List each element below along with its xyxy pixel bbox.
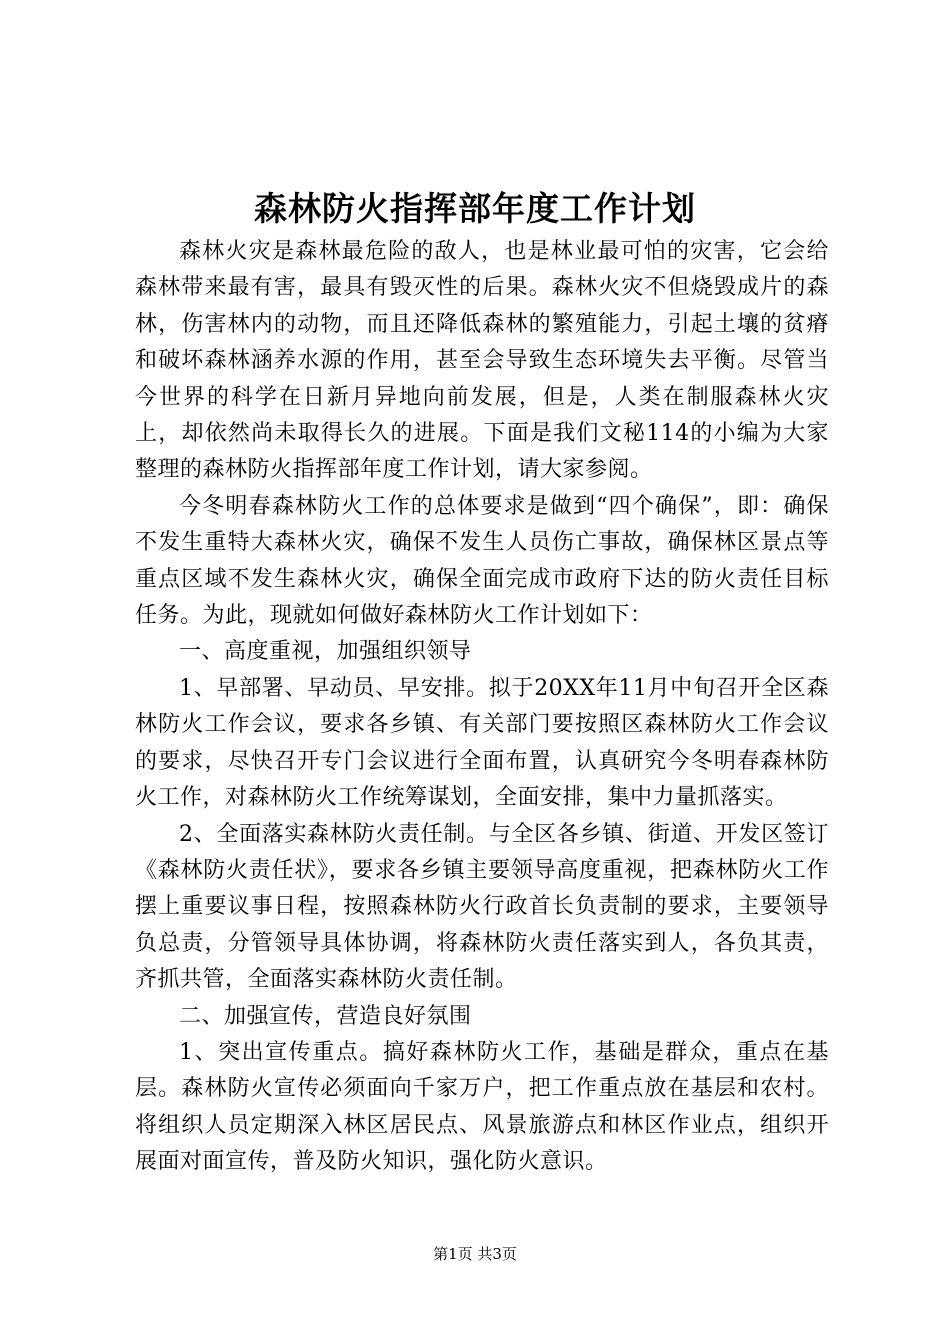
section-heading-1: 一、高度重视，加强组织领导 xyxy=(179,639,472,665)
page-number-footer: 第1页 共3页 xyxy=(433,1245,517,1263)
paragraph-intro: 森林火灾是森林最危险的敌人，也是林业最可怕的灾害，它会给森林带来最有害，最具有毁灭性的后果。森林火灾不但烧毁成片的森林，伤害林内的动物，而且还降低森林的繁殖能力，引起土壤的贫瘠和破坏森林涵养水源的作用，甚至会导致生态环境失去平衡。尽管当今世界的科学在日新月异地向前发展，但是，人类在制服森林火灾上，却依然尚未取得长久的进展。下面是我们文秘114的小编为大家整理的森林防火指挥部年度工作计划，请大家参阅。 xyxy=(135,239,829,483)
paragraph-item-1-1: 1、早部署、早动员、早安排。拟于20XX年11月中旬召开全区森林防火工作会议，要求各乡镇、有关部门要按照区森林防火工作会议的要求，尽快召开专门会议进行全面布置，认真研究今冬明春森林防火工作，对森林防火工作统筹谋划，全面安排，集中力量抓落实。 xyxy=(135,675,829,811)
document-title: 森林防火指挥部年度工作计划 xyxy=(254,189,696,228)
paragraph-requirements: 今冬明春森林防火工作的总体要求是做到“四个确保”，即：确保不发生重特大森林火灾，确保不发生人员伤亡事故，确保林区景点等重点区域不发生森林火灾，确保全面完成市政府下达的防火责任目标任务。为此，现就如何做好森林防火工作计划如下： xyxy=(135,493,829,629)
section-heading-2: 二、加强宣传，营造良好氛围 xyxy=(179,1003,472,1029)
document-body xyxy=(135,234,829,1181)
paragraph-item-1-2: 2、全面落实森林防火责任制。与全区各乡镇、街道、开发区签订《森林防火责任状》，要求各乡镇主要领导高度重视，把森林防火工作摆上重要议事日程，按照森林防火行政首长负责制的要求，主要领导负总责，分管领导具体协调，将森林防火责任落实到人，各负其责，齐抓共管，全面落实森林防火责任制。 xyxy=(135,821,829,993)
paragraph-item-2-1: 1、突出宣传重点。搞好森林防火工作，基础是群众，重点在基层。森林防火宣传必须面向千家万户，把工作重点放在基层和农村。将组织人员定期深入林区居民点、风景旅游点和林区作业点，组织开展面对面宣传，普及防火知识，强化防火意识。 xyxy=(135,1039,829,1175)
